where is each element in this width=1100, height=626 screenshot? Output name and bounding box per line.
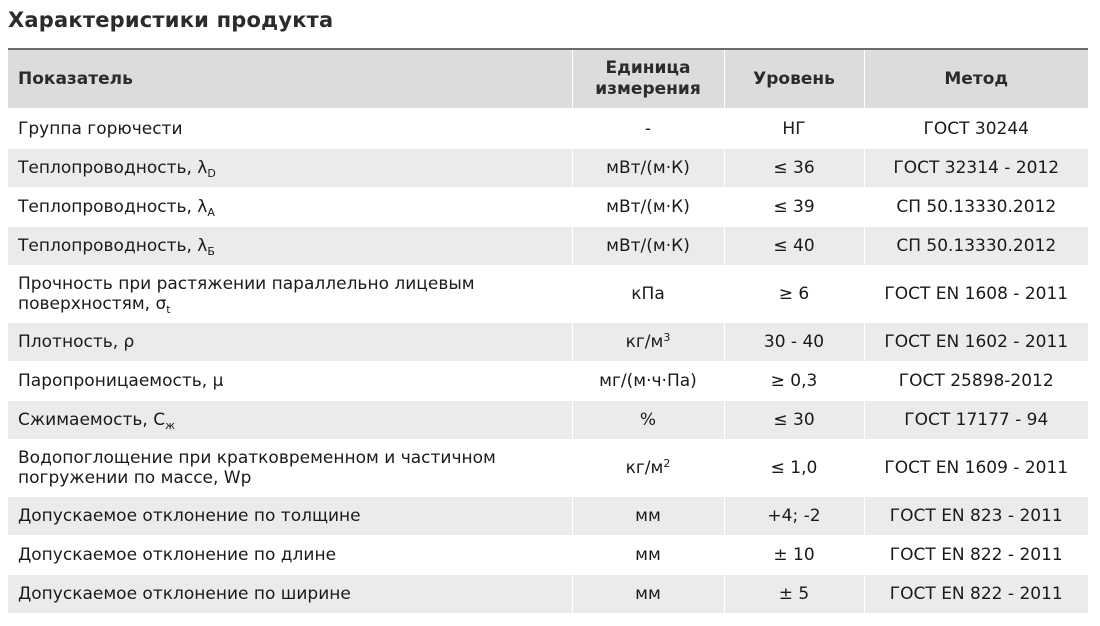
row-unit: кПа bbox=[572, 266, 724, 323]
row-level: ≤ 30 bbox=[724, 401, 864, 440]
row-indicator bbox=[8, 575, 572, 614]
row-indicator-text: поверхностям, σ bbox=[18, 294, 167, 314]
header-level: Уровень bbox=[724, 50, 864, 109]
row-method: СП 50.13330.2012 bbox=[864, 188, 1088, 227]
row-method: ГОСТ 32314 - 2012 bbox=[864, 149, 1088, 188]
row-level: ≤ 36 bbox=[724, 149, 864, 188]
table-row bbox=[8, 227, 1088, 266]
row-method: ГОСТ 25898-2012 bbox=[864, 362, 1088, 401]
row-unit: мВт/(м·К) bbox=[572, 227, 724, 266]
table-row bbox=[8, 323, 1088, 362]
row-indicator bbox=[8, 362, 572, 401]
row-indicator bbox=[8, 497, 572, 536]
header-unit-line1: Единица bbox=[605, 58, 691, 78]
row-indicator-text: Теплопроводность, λ bbox=[18, 236, 208, 256]
table-row bbox=[8, 401, 1088, 440]
row-indicator-line1: Водопоглощение при кратковременном и частичном bbox=[18, 448, 496, 468]
row-level: ≤ 40 bbox=[724, 227, 864, 266]
row-level: ≥ 6 bbox=[724, 266, 864, 323]
row-indicator-subscript: Б bbox=[207, 245, 215, 258]
row-unit bbox=[572, 440, 724, 497]
row-indicator-text: Теплопроводность, λ bbox=[18, 158, 208, 178]
table-row bbox=[8, 497, 1088, 536]
row-level: 30 - 40 bbox=[724, 323, 864, 362]
table-row bbox=[8, 362, 1088, 401]
row-indicator-text: Сжимаемость, С bbox=[18, 410, 166, 430]
row-indicator-subscript: D bbox=[207, 167, 216, 180]
row-method: ГОСТ EN 1609 - 2011 bbox=[864, 440, 1088, 497]
header-unit-line2: измерения bbox=[595, 79, 701, 99]
row-method: ГОСТ EN 823 - 2011 bbox=[864, 497, 1088, 536]
row-indicator-text: Допускаемое отклонение по длине bbox=[18, 545, 337, 565]
row-unit: - bbox=[572, 109, 724, 149]
row-unit: мм bbox=[572, 575, 724, 614]
row-level: ± 10 bbox=[724, 536, 864, 575]
row-indicator bbox=[8, 109, 572, 149]
row-indicator-text: Допускаемое отклонение по толщине bbox=[18, 506, 361, 526]
table-row bbox=[8, 440, 1088, 497]
row-indicator bbox=[8, 536, 572, 575]
row-method: ГОСТ EN 1608 - 2011 bbox=[864, 266, 1088, 323]
row-indicator-text: Теплопроводность, λ bbox=[18, 197, 208, 217]
row-unit: мм bbox=[572, 536, 724, 575]
row-unit: % bbox=[572, 401, 724, 440]
row-unit: мм bbox=[572, 497, 724, 536]
header-method: Метод bbox=[864, 50, 1088, 109]
row-indicator bbox=[8, 227, 572, 266]
table-row bbox=[8, 149, 1088, 188]
table-row bbox=[8, 188, 1088, 227]
row-method: ГОСТ EN 822 - 2011 bbox=[864, 536, 1088, 575]
row-indicator-subscript: t bbox=[166, 303, 171, 316]
table-row bbox=[8, 266, 1088, 323]
row-unit bbox=[572, 323, 724, 362]
row-unit-superscript: 2 bbox=[663, 457, 671, 470]
row-indicator bbox=[8, 149, 572, 188]
row-indicator-text: Паропроницаемость, μ bbox=[18, 371, 224, 391]
row-indicator-text: Допускаемое отклонение по ширине bbox=[18, 584, 351, 604]
table-header-row bbox=[8, 50, 1088, 109]
row-unit-text: кг/м bbox=[625, 458, 664, 478]
characteristics-table bbox=[8, 50, 1088, 614]
row-indicator bbox=[8, 266, 572, 323]
row-level: НГ bbox=[724, 109, 864, 149]
row-level: +4; -2 bbox=[724, 497, 864, 536]
page-title: Характеристики продукта bbox=[8, 8, 334, 32]
row-method: СП 50.13330.2012 bbox=[864, 227, 1088, 266]
row-indicator-text: погружении по массе, Wp bbox=[18, 468, 252, 488]
row-unit: мВт/(м·К) bbox=[572, 188, 724, 227]
row-method: ГОСТ 17177 - 94 bbox=[864, 401, 1088, 440]
row-unit-text: кг/м bbox=[625, 332, 664, 352]
row-method: ГОСТ 30244 bbox=[864, 109, 1088, 149]
table-row bbox=[8, 575, 1088, 614]
header-indicator: Показатель bbox=[8, 50, 572, 109]
row-unit: мВт/(м·К) bbox=[572, 149, 724, 188]
row-indicator-subscript: ж bbox=[165, 419, 176, 432]
row-level: ≤ 39 bbox=[724, 188, 864, 227]
table-row bbox=[8, 536, 1088, 575]
row-method: ГОСТ EN 822 - 2011 bbox=[864, 575, 1088, 614]
header-unit bbox=[572, 50, 724, 109]
row-indicator-line1: Прочность при растяжении параллельно лицевым bbox=[18, 274, 475, 294]
row-level: ≥ 0,3 bbox=[724, 362, 864, 401]
row-indicator bbox=[8, 401, 572, 440]
row-unit-superscript: 3 bbox=[663, 331, 671, 344]
row-indicator-subscript: A bbox=[207, 206, 215, 219]
row-indicator bbox=[8, 188, 572, 227]
row-indicator-text: Плотность, ρ bbox=[18, 332, 135, 352]
row-method: ГОСТ EN 1602 - 2011 bbox=[864, 323, 1088, 362]
row-indicator bbox=[8, 323, 572, 362]
row-unit: мг/(м·ч·Па) bbox=[572, 362, 724, 401]
table-row bbox=[8, 109, 1088, 149]
row-indicator-text: Группа горючести bbox=[18, 119, 183, 139]
row-level: ≤ 1,0 bbox=[724, 440, 864, 497]
row-level: ± 5 bbox=[724, 575, 864, 614]
row-indicator bbox=[8, 440, 572, 497]
